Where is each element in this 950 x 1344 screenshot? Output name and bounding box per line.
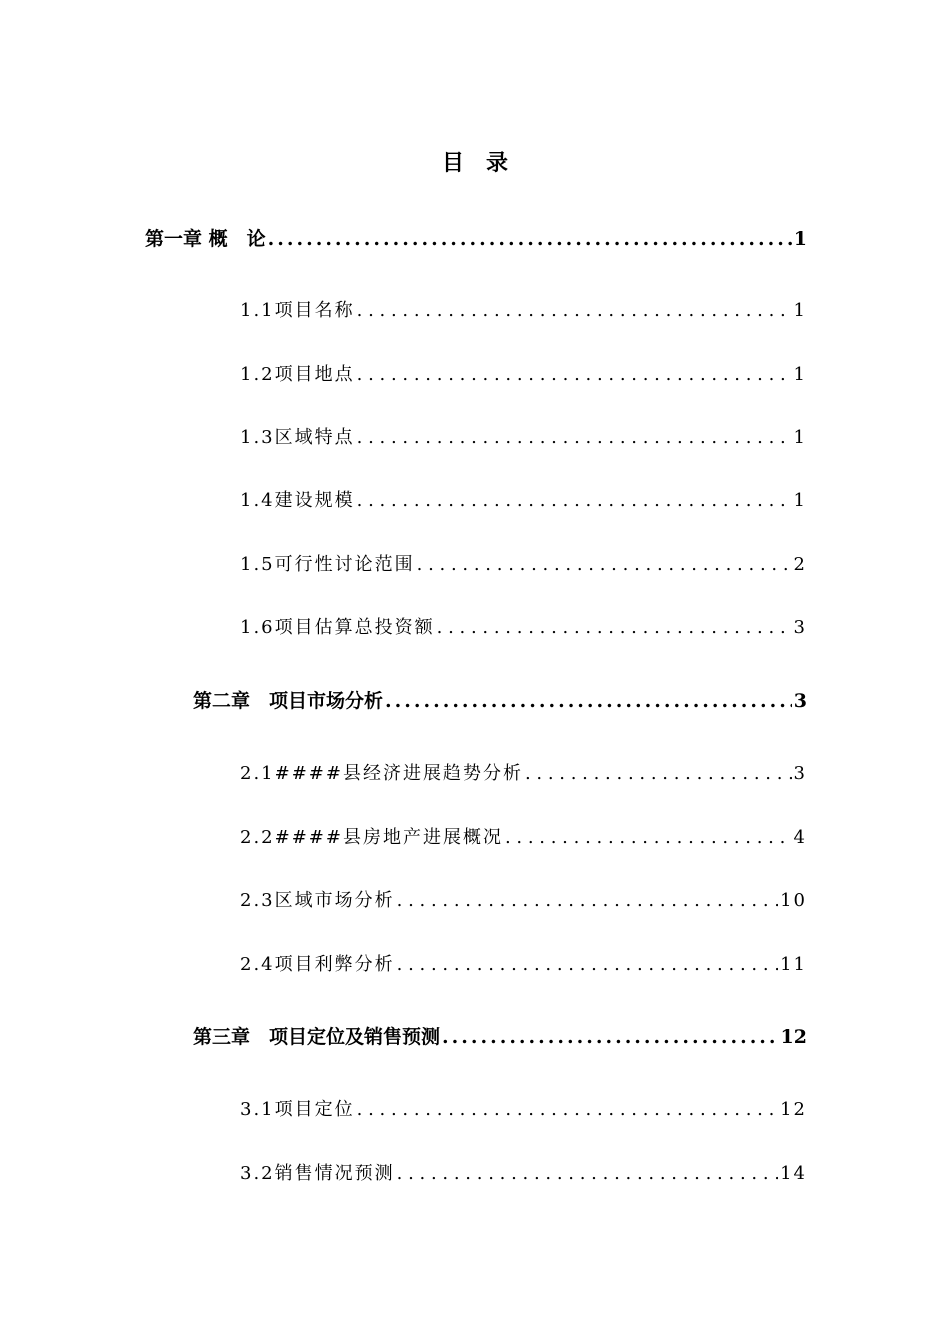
toc-entry-1-4[interactable] — [240, 486, 807, 512]
toc-entry-page: 4 — [793, 827, 807, 848]
toc-entry-chapter-1[interactable] — [145, 224, 807, 251]
toc-entry-label: 2.2####县房地产进展概况 — [240, 827, 503, 848]
toc-leader-dots — [397, 1163, 778, 1184]
toc-entry-label: 1.4建设规模 — [240, 490, 355, 511]
toc-entry-page: 1 — [793, 300, 807, 321]
toc-entry-page: 14 — [780, 1163, 807, 1184]
toc-entry-page: 12 — [780, 1026, 807, 1048]
toc-entry-label: 3.1项目定位 — [240, 1099, 355, 1120]
toc-entry-label: 第三章 项目定位及销售预测 — [193, 1026, 441, 1048]
toc-leader-dots — [385, 690, 792, 712]
toc-leader-dots — [357, 300, 792, 321]
toc-entry-1-3[interactable] — [240, 423, 807, 449]
toc-entry-3-2[interactable] — [240, 1159, 807, 1185]
toc-entry-page: 3 — [793, 690, 807, 712]
toc-leader-dots — [417, 554, 792, 575]
toc-entry-label: 3.2销售情况预测 — [240, 1163, 395, 1184]
toc-entry-page: 1 — [793, 364, 807, 385]
toc-entry-chapter-2[interactable] — [193, 686, 807, 713]
toc-entry-label: 1.1项目名称 — [240, 300, 355, 321]
toc-leader-dots — [525, 763, 792, 784]
toc-entry-1-1[interactable] — [240, 296, 807, 322]
toc-entry-label: 1.6项目估算总投资额 — [240, 617, 435, 638]
toc-entry-label: 1.2项目地点 — [240, 364, 355, 385]
toc-leader-dots — [357, 427, 792, 448]
toc-entry-page: 10 — [780, 890, 807, 911]
toc-entry-1-2[interactable] — [240, 360, 807, 386]
toc-entry-page: 1 — [793, 490, 807, 511]
toc-title: 目 录 — [441, 150, 508, 176]
toc-leader-dots — [357, 364, 792, 385]
toc-entry-2-1[interactable] — [240, 759, 807, 785]
toc-leader-dots — [357, 490, 792, 511]
toc-leader-dots — [442, 1026, 779, 1048]
toc-leader-dots — [397, 890, 778, 911]
toc-entry-page: 11 — [780, 954, 807, 975]
toc-entry-2-4[interactable] — [240, 950, 807, 976]
toc-entry-label: 第二章 项目市场分析 — [193, 690, 384, 712]
toc-entry-label: 2.3区域市场分析 — [240, 890, 395, 911]
toc-leader-dots — [437, 617, 792, 638]
toc-entry-page: 12 — [780, 1099, 807, 1120]
toc-leader-dots — [505, 827, 792, 848]
toc-entry-label: 2.1####县经济进展趋势分析 — [240, 763, 523, 784]
toc-entry-page: 2 — [793, 554, 807, 575]
toc-entry-3-1[interactable] — [240, 1095, 807, 1121]
toc-entry-label: 1.5可行性讨论范围 — [240, 554, 415, 575]
toc-leader-dots — [268, 228, 792, 250]
toc-entry-label: 第一章 概 论 — [145, 228, 266, 250]
toc-entry-2-3[interactable] — [240, 886, 807, 912]
toc-leader-dots — [397, 954, 778, 975]
toc-entry-2-2[interactable] — [240, 823, 807, 849]
toc-entry-page: 3 — [793, 763, 807, 784]
toc-leader-dots — [357, 1099, 778, 1120]
toc-entry-page: 1 — [793, 228, 807, 250]
toc-entry-page: 3 — [793, 617, 807, 638]
toc-entry-label: 2.4项目利弊分析 — [240, 954, 395, 975]
toc-entry-1-5[interactable] — [240, 550, 807, 576]
toc-entry-chapter-3[interactable] — [193, 1022, 807, 1049]
toc-entry-page: 1 — [793, 427, 807, 448]
toc-entry-1-6[interactable] — [240, 613, 807, 639]
toc-entry-label: 1.3区域特点 — [240, 427, 355, 448]
